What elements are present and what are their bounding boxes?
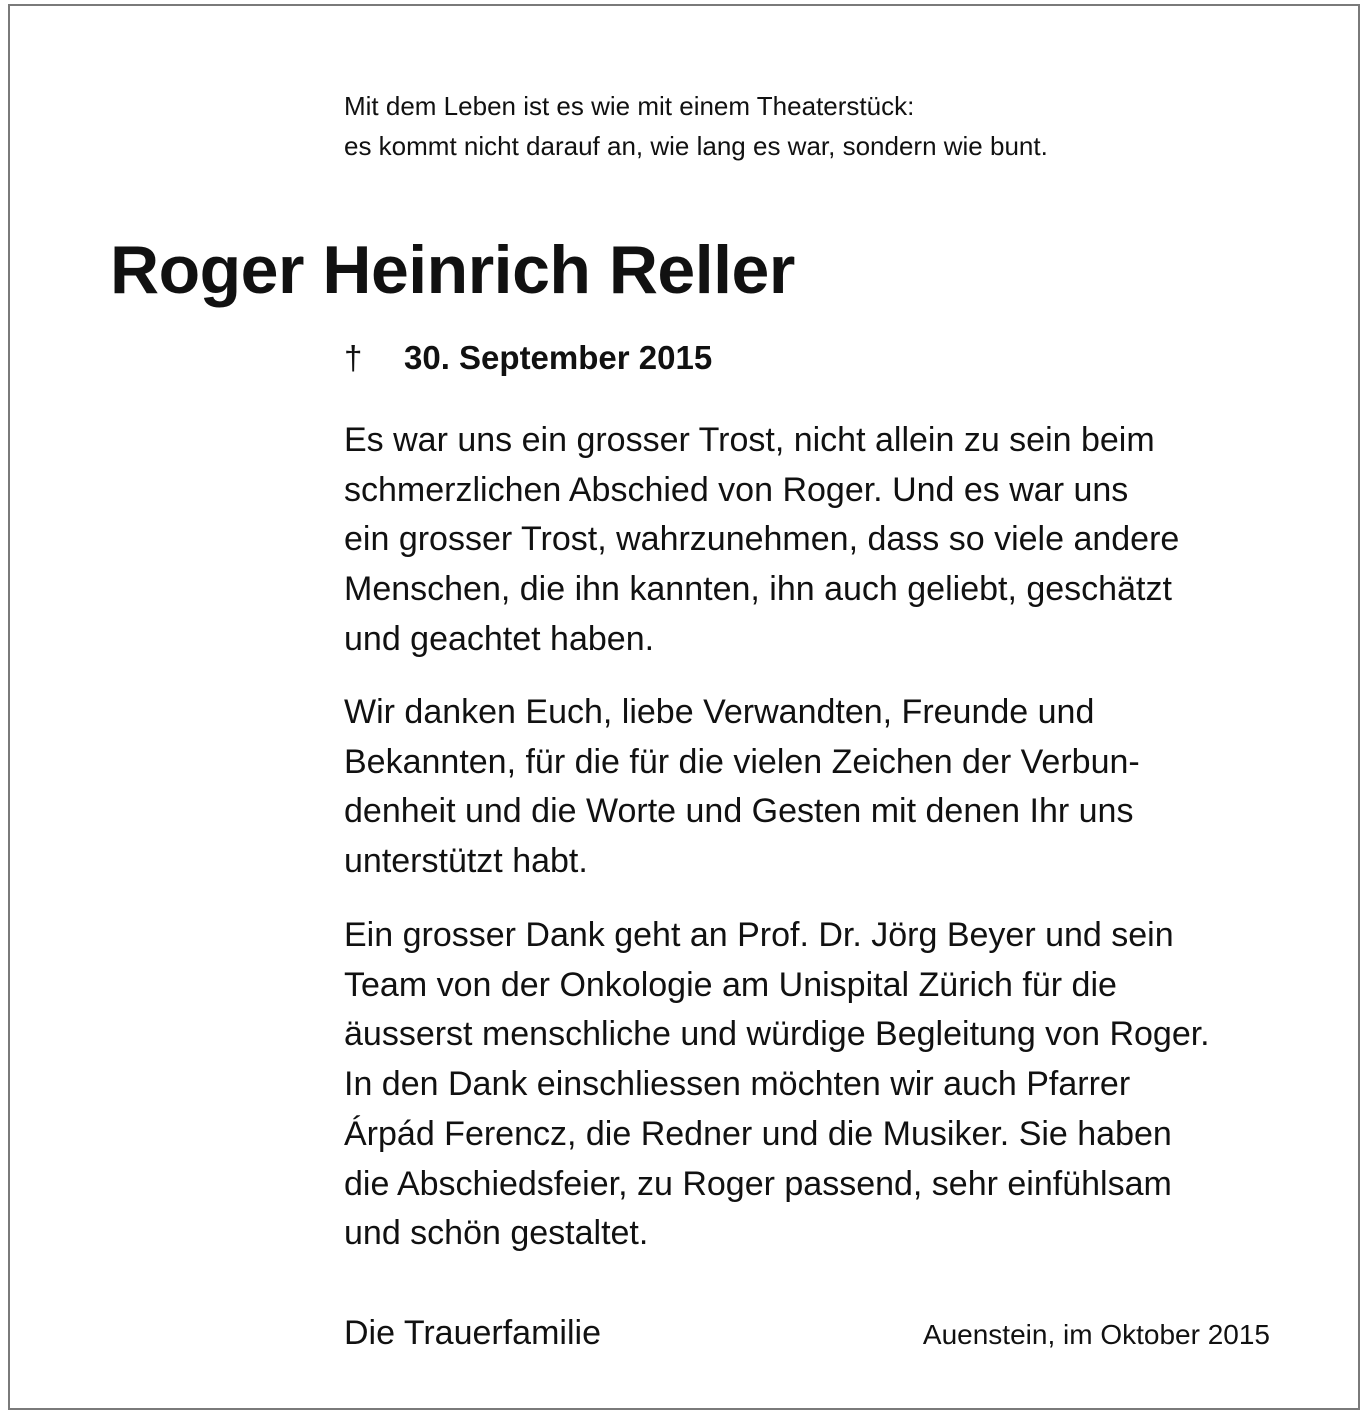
motto-line: es kommt nicht darauf an, wie lang es war, sondern wie bunt.: [344, 131, 1048, 161]
paragraph-line: äusserst menschliche und würdige Begleitung von Roger.: [344, 1015, 1210, 1054]
paragraph-line: Árpád Ferencz, die Redner und die Musiker. Sie haben: [344, 1114, 1172, 1153]
paragraph-line: Wir danken Euch, liebe Verwandten, Freunde und: [344, 693, 1095, 731]
family-signature: Die Trauerfamilie: [344, 1314, 601, 1352]
death-date: 30. September 2015: [404, 339, 713, 376]
paragraph-line: die Abschiedsfeier, zu Roger passend, sehr einfühlsam: [344, 1164, 1172, 1203]
paragraph-line: Bekannten, für die für die vielen Zeichen der Verbun-: [344, 742, 1140, 781]
paragraph-comfort: [344, 416, 1179, 665]
paragraph-line: ein grosser Trost, wahrzunehmen, dass so viele andere: [344, 520, 1180, 559]
deceased-name: Roger Heinrich Reller: [110, 232, 795, 308]
paragraph-thanks-friends: [344, 688, 1140, 887]
paragraph-line: In den Dank einschliessen möchten wir auch Pfarrer: [344, 1065, 1131, 1104]
paragraph-line: und schön gestaltet.: [344, 1214, 649, 1253]
death-date-line: [344, 336, 712, 380]
paragraph-line: schmerzlichen Abschied von Roger. Und es war uns: [344, 470, 1129, 509]
obituary-frame: [8, 4, 1360, 1410]
cross-icon: †: [344, 339, 363, 376]
paragraph-line: Menschen, die ihn kannten, ihn auch geliebt, geschätzt: [344, 570, 1172, 609]
paragraph-line: Team von der Onkologie am Unispital Zürich für die: [344, 965, 1117, 1004]
paragraph-line: und geachtet haben.: [344, 619, 655, 658]
paragraph-line: Ein grosser Dank geht an Prof. Dr. Jörg Beyer und sein: [344, 916, 1174, 954]
paragraph-line: Es war uns ein grosser Trost, nicht allein zu sein beim: [344, 421, 1155, 459]
paragraph-line: unterstützt habt.: [344, 842, 588, 881]
motto-quote: [344, 86, 1048, 166]
place-date: Auenstein, im Oktober 2015: [922, 1319, 1270, 1350]
paragraph-thanks-doctors: [344, 911, 1210, 1259]
motto-line: Mit dem Leben ist es wie mit einem Theaterstück:: [344, 91, 915, 121]
paragraph-line: denheit und die Worte und Gesten mit denen Ihr uns: [344, 792, 1134, 831]
